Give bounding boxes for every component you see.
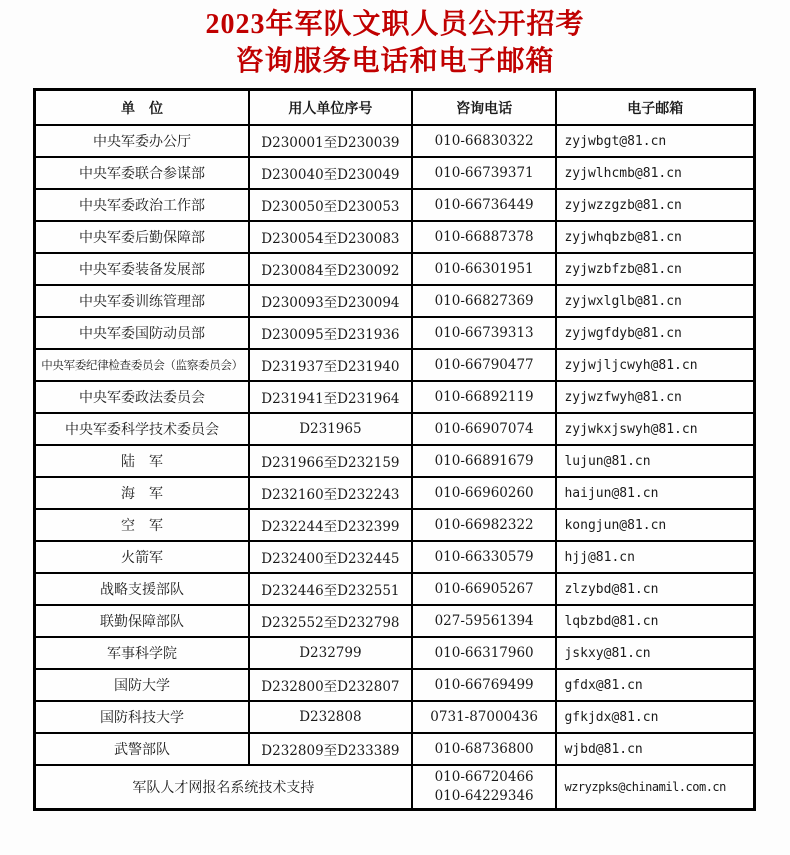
serial-cell: D232800至D232807 — [249, 669, 412, 701]
phone-cell: 010-66887378 — [412, 221, 557, 253]
email-cell: zyjwxlglb@81.cn — [556, 285, 754, 317]
email-cell: haijun@81.cn — [556, 477, 754, 509]
footer-label-cell: 军队人才网报名系统技术支持 — [35, 765, 412, 810]
header-row — [35, 90, 755, 126]
table-row — [35, 669, 755, 701]
unit-cell: 中央军委联合参谋部 — [35, 157, 250, 189]
header-serial: 用人单位序号 — [249, 90, 412, 126]
header-email: 电子邮箱 — [556, 90, 754, 126]
email-cell: zlzybd@81.cn — [556, 573, 754, 605]
phone-cell: 010-68736800 — [412, 733, 557, 765]
unit-cell: 战略支援部队 — [35, 573, 250, 605]
phone-cell: 010-66830322 — [412, 125, 557, 157]
table-row — [35, 509, 755, 541]
title-line-2: 咨询服务电话和电子邮箱 — [235, 46, 555, 77]
serial-cell: D231941至D231964 — [249, 381, 412, 413]
serial-cell: D232244至D232399 — [249, 509, 412, 541]
unit-cell: 中央军委科学技术委员会 — [35, 413, 250, 445]
phone-cell: 010-66907074 — [412, 413, 557, 445]
phone-cell: 010-66736449 — [412, 189, 557, 221]
email-cell: hjj@81.cn — [556, 541, 754, 573]
unit-cell: 中央军委办公厅 — [35, 125, 250, 157]
table-body — [35, 125, 755, 765]
email-cell: zyjwhqbzb@81.cn — [556, 221, 754, 253]
phone-cell: 010-66739371 — [412, 157, 557, 189]
unit-cell: 中央军委装备发展部 — [35, 253, 250, 285]
footer-phone-2: 010-64229346 — [434, 788, 534, 804]
table-header — [35, 90, 755, 126]
phone-cell: 010-66905267 — [412, 573, 557, 605]
contact-table — [33, 88, 756, 811]
email-cell: lujun@81.cn — [556, 445, 754, 477]
table-row — [35, 189, 755, 221]
table-row — [35, 221, 755, 253]
phone-cell: 010-66891679 — [412, 445, 557, 477]
table-row — [35, 605, 755, 637]
email-cell: zyjwzbfzb@81.cn — [556, 253, 754, 285]
table-row — [35, 253, 755, 285]
email-cell: zyjwzfwyh@81.cn — [556, 381, 754, 413]
header-unit: 单 位 — [35, 90, 250, 126]
serial-cell: D230001至D230039 — [249, 125, 412, 157]
table-row — [35, 413, 755, 445]
phone-cell: 010-66982322 — [412, 509, 557, 541]
unit-cell: 中央军委政法委员会 — [35, 381, 250, 413]
phone-cell: 010-66330579 — [412, 541, 557, 573]
table-row — [35, 125, 755, 157]
unit-cell: 联勤保障部队 — [35, 605, 250, 637]
table-footer — [35, 765, 755, 810]
phone-cell: 027-59561394 — [412, 605, 557, 637]
unit-cell: 火箭军 — [35, 541, 250, 573]
email-cell: zyjwbgt@81.cn — [556, 125, 754, 157]
email-cell: zyjwgfdyb@81.cn — [556, 317, 754, 349]
page-title — [0, 6, 790, 80]
serial-cell: D230040至D230049 — [249, 157, 412, 189]
table-row — [35, 477, 755, 509]
unit-cell: 中央军委后勤保障部 — [35, 221, 250, 253]
table-row — [35, 381, 755, 413]
unit-cell: 国防大学 — [35, 669, 250, 701]
serial-cell: D230093至D230094 — [249, 285, 412, 317]
unit-cell: 海 军 — [35, 477, 250, 509]
email-cell: zyjwzzgzb@81.cn — [556, 189, 754, 221]
serial-cell: D232160至D232243 — [249, 477, 412, 509]
unit-cell: 武警部队 — [35, 733, 250, 765]
phone-cell: 010-66827369 — [412, 285, 557, 317]
email-cell: gfkjdx@81.cn — [556, 701, 754, 733]
serial-cell: D230095至D231936 — [249, 317, 412, 349]
unit-cell: 中央军委纪律检查委员会（监察委员会） — [35, 349, 250, 381]
serial-cell: D230054至D230083 — [249, 221, 412, 253]
unit-cell: 国防科技大学 — [35, 701, 250, 733]
serial-cell: D231966至D232159 — [249, 445, 412, 477]
phone-cell: 010-66301951 — [412, 253, 557, 285]
serial-cell: D230084至D230092 — [249, 253, 412, 285]
serial-cell: D232400至D232445 — [249, 541, 412, 573]
footer-phone-1: 010-66720466 — [434, 769, 534, 785]
unit-cell: 中央军委政治工作部 — [35, 189, 250, 221]
table-row — [35, 733, 755, 765]
unit-cell: 中央军委训练管理部 — [35, 285, 250, 317]
title-line-1: 2023年军队文职人员公开招考 — [205, 9, 585, 40]
unit-cell: 陆 军 — [35, 445, 250, 477]
footer-phone-cell — [412, 765, 557, 810]
table-row — [35, 317, 755, 349]
footer-row — [35, 765, 755, 810]
table-row — [35, 541, 755, 573]
table-row — [35, 637, 755, 669]
phone-cell: 010-66739313 — [412, 317, 557, 349]
serial-cell: D232552至D232798 — [249, 605, 412, 637]
phone-cell: 0731-87000436 — [412, 701, 557, 733]
email-cell: zyjwkxjswyh@81.cn — [556, 413, 754, 445]
table-row — [35, 573, 755, 605]
table-row — [35, 445, 755, 477]
phone-cell: 010-66960260 — [412, 477, 557, 509]
unit-cell: 军事科学院 — [35, 637, 250, 669]
email-cell: jskxy@81.cn — [556, 637, 754, 669]
phone-cell: 010-66892119 — [412, 381, 557, 413]
unit-cell: 空 军 — [35, 509, 250, 541]
email-cell: gfdx@81.cn — [556, 669, 754, 701]
email-cell: zyjwlhcmb@81.cn — [556, 157, 754, 189]
phone-cell: 010-66790477 — [412, 349, 557, 381]
table-row — [35, 157, 755, 189]
table-row — [35, 349, 755, 381]
table-row — [35, 701, 755, 733]
table-row — [35, 285, 755, 317]
serial-cell: D232809至D233389 — [249, 733, 412, 765]
serial-cell: D231937至D231940 — [249, 349, 412, 381]
header-phone: 咨询电话 — [412, 90, 557, 126]
unit-cell: 中央军委国防动员部 — [35, 317, 250, 349]
serial-cell: D232799 — [249, 637, 412, 669]
phone-cell: 010-66769499 — [412, 669, 557, 701]
serial-cell: D232446至D232551 — [249, 573, 412, 605]
email-cell: wjbd@81.cn — [556, 733, 754, 765]
phone-cell: 010-66317960 — [412, 637, 557, 669]
email-cell: lqbzbd@81.cn — [556, 605, 754, 637]
email-cell: zyjwjljcwyh@81.cn — [556, 349, 754, 381]
serial-cell: D230050至D230053 — [249, 189, 412, 221]
serial-cell: D232808 — [249, 701, 412, 733]
footer-email-cell: wzryzpks@chinamil.com.cn — [556, 765, 754, 810]
email-cell: kongjun@81.cn — [556, 509, 754, 541]
serial-cell: D231965 — [249, 413, 412, 445]
